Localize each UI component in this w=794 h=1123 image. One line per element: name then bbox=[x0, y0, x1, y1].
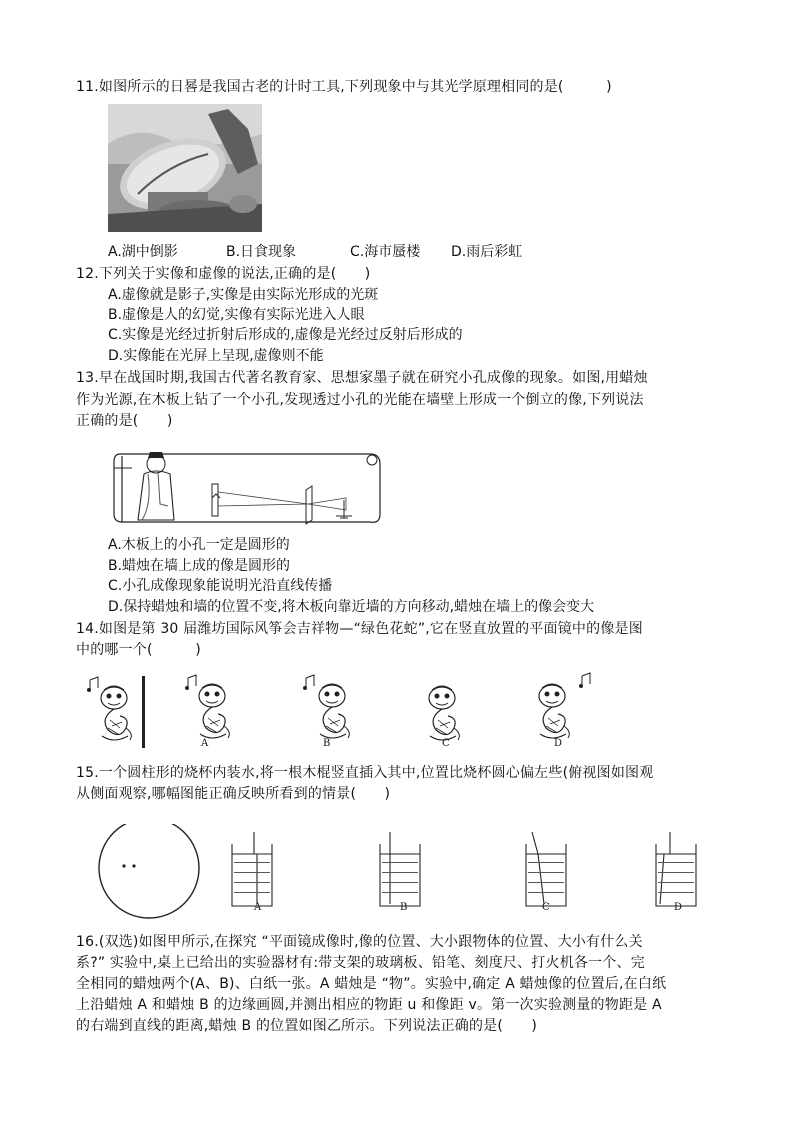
q13-option-a: A.木板上的小孔一定是圆形的 bbox=[108, 537, 290, 553]
pinhole-scroll-illustration bbox=[108, 434, 384, 526]
q14-figure-label-b: B bbox=[323, 738, 331, 749]
q13-option-c: C.小孔成像现象能说明光沿直线传播 bbox=[108, 578, 333, 594]
q14-figure-label-c: C bbox=[442, 738, 450, 749]
q15-figure-label-c: C bbox=[542, 902, 550, 913]
q11-option-b: B.日食现象 bbox=[226, 244, 297, 260]
q13-stem-line-2: 作为光源,在木板上钻了一个小孔,发现透过小孔的光能在墙壁上形成一个倒立的像,下列说法 bbox=[76, 392, 644, 408]
q15-figure-label-d: D bbox=[674, 902, 683, 913]
q15-figure-label-a: A bbox=[254, 902, 262, 913]
q12-option-c: C.实像是光经过折射后形成的,虚像是光经过反射后形成的 bbox=[108, 327, 463, 343]
q14-stem-line-1: 14.如图是第 30 届潍坊国际风筝会吉祥物—“绿色花蛇”,它在竖直放置的平面镜中的像是图 bbox=[76, 621, 643, 637]
q14-figure-label-d: D bbox=[554, 738, 563, 749]
q13-option-b: B.蜡烛在墙上成的像是圆形的 bbox=[108, 558, 291, 574]
q12-option-b: B.虚像是人的幻觉,实像有实际光进入人眼 bbox=[108, 307, 365, 323]
q15-figure-label-b: B bbox=[400, 902, 408, 913]
q12-option-d: D.实像能在光屏上呈现,虚像则不能 bbox=[108, 348, 324, 364]
q16-stem-line-4: 上沿蜡烛 A 和蜡烛 B 的边缘画圆,并测出相应的物距 u 和像距 v。第一次实验测量的物距是 A bbox=[76, 997, 662, 1013]
q15-stem-line-2: 从侧面观察,哪幅图能正确反映所看到的情景( ) bbox=[76, 786, 391, 802]
q11-option-c: C.海市蜃楼 bbox=[350, 244, 421, 260]
q16-stem-line-2: 系?” 实验中,桌上已给出的实验器材有:带支架的玻璃板、铅笔、刻度尺、打火机各一个、完 bbox=[76, 955, 645, 971]
q13-stem-line-3: 正确的是( ) bbox=[76, 413, 173, 429]
snake-mirror-figure bbox=[84, 666, 604, 758]
q15-stem-line-1: 15.一个圆柱形的烧杯内装水,将一根木棍竖直插入其中,位置比烧杯圆心偏左些(俯视图如图观 bbox=[76, 765, 654, 781]
sundial-photo bbox=[108, 104, 262, 232]
beaker-stick-figure bbox=[94, 824, 704, 924]
q11-option-a: A.湖中倒影 bbox=[108, 244, 178, 260]
q12-stem: 12.下列关于实像和虚像的说法,正确的是( ) bbox=[76, 266, 371, 282]
q16-stem-line-3: 全相同的蜡烛两个(A、B)、白纸一张。A 蜡烛是 “物”。实验中,确定 A 蜡烛像的位置后,在白纸 bbox=[76, 976, 667, 992]
q16-stem-line-5: 的右端到直线的距离,蜡烛 B 的位置如图乙所示。下列说法正确的是( ) bbox=[76, 1018, 538, 1034]
q11-option-d: D.雨后彩虹 bbox=[451, 244, 523, 260]
q16-stem-line-1: 16.(双选)如图甲所示,在探究 “平面镜成像时,像的位置、大小跟物体的位置、大小有什么关 bbox=[76, 934, 643, 950]
q13-option-d: D.保持蜡烛和墙的位置不变,将木板向靠近墙的方向移动,蜡烛在墙上的像会变大 bbox=[108, 599, 595, 615]
q11-stem: 11.如图所示的日晷是我国古老的计时工具,下列现象中与其光学原理相同的是( ) bbox=[76, 79, 612, 95]
q14-figure-label-a: A bbox=[201, 738, 209, 749]
q13-stem-line-1: 13.早在战国时期,我国古代著名教育家、思想家墨子就在研究小孔成像的现象。如图,用蜡烛 bbox=[76, 370, 648, 386]
q12-option-a: A.虚像就是影子,实像是由实际光形成的光斑 bbox=[108, 287, 379, 303]
q14-stem-line-2: 中的哪一个( ) bbox=[76, 642, 201, 658]
